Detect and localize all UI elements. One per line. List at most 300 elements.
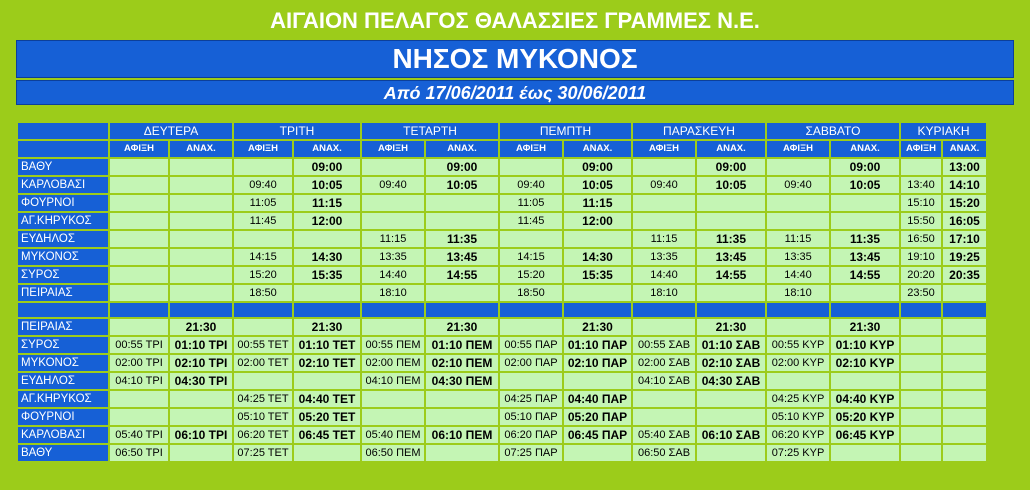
arrival-time: 20:20 [901,267,941,283]
station-name: ΚΑΡΛΟΒΑΣΙ [18,427,108,443]
arrival-time: 07:25 ΤΕΤ [234,445,292,461]
separator-cell [294,303,360,317]
arrival-time: 11:05 [234,195,292,211]
departure-time: 14:55 [426,267,498,283]
departure-time: 01:10 ΠΑΡ [564,337,631,353]
departure-time: 11:35 [831,231,899,247]
departure-time [697,213,765,229]
departure-time: 10:05 [294,177,360,193]
departure-time [697,409,765,425]
departure-time: 15:35 [294,267,360,283]
arrival-time [110,391,168,407]
arrival-time: 14:15 [500,249,562,265]
departure-time: 12:00 [294,213,360,229]
departure-time: 06:10 ΤΡΙ [170,427,232,443]
departure-time [943,355,986,371]
departure-time: 15:35 [564,267,631,283]
departure-time: 13:45 [831,249,899,265]
station-name: ΣΥΡΟΣ [18,267,108,283]
departure-time [170,409,232,425]
separator-cell [901,303,941,317]
station-name: ΚΑΡΛΟΒΑΣΙ [18,177,108,193]
departure-time [943,337,986,353]
departure-time: 11:35 [697,231,765,247]
departure-time [831,213,899,229]
departure-time [831,445,899,461]
arrival-time: 05:10 ΤΕΤ [234,409,292,425]
station-name: ΑΓ.ΚΗΡΥΚΟΣ [18,391,108,407]
table-row [18,445,986,461]
departure-time [831,195,899,211]
departure-time [426,445,498,461]
arrival-time [110,409,168,425]
departure-time [564,445,631,461]
arrival-time [110,249,168,265]
arrival-time: 11:05 [500,195,562,211]
day-header: ΣΑΒΒΑΤΟ [767,123,899,139]
separator-row [18,303,986,317]
departure-time [943,409,986,425]
departure-time: 04:40 ΤΕΤ [294,391,360,407]
arrival-time: 11:15 [633,231,695,247]
table-row [18,373,986,389]
station-name: ΕΥΔΗΛΟΣ [18,231,108,247]
arrival-time: 09:40 [362,177,424,193]
departure-time [697,195,765,211]
arrival-header: ΑΦΙΞΗ [633,141,695,157]
departure-time [697,285,765,301]
arrival-time [633,159,695,175]
day-header: ΠΑΡΑΣΚΕΥΗ [633,123,765,139]
station-name: ΦΟΥΡΝΟΙ [18,409,108,425]
arrival-time [901,319,941,335]
arrival-time: 07:25 ΠΑΡ [500,445,562,461]
departure-time: 01:10 ΣΑΒ [697,337,765,353]
departure-time: 02:10 ΤΡΙ [170,355,232,371]
station-name: ΒΑΘΥ [18,445,108,461]
departure-time: 14:10 [943,177,986,193]
separator-cell [564,303,631,317]
departure-time: 06:45 ΚΥΡ [831,427,899,443]
arrival-header: ΑΦΙΞΗ [500,141,562,157]
arrival-time [234,373,292,389]
arrival-time [110,159,168,175]
arrival-time [633,195,695,211]
arrival-time: 02:00 ΠΕΜ [362,355,424,371]
day-header: ΔΕΥΤΕΡΑ [110,123,232,139]
departure-time: 11:15 [294,195,360,211]
departure-time: 09:00 [294,159,360,175]
table-row [18,427,986,443]
arrival-time: 19:10 [901,249,941,265]
arrival-time: 09:40 [767,177,829,193]
date-range: Από 17/06/2011 έως 30/06/2011 [16,80,1014,105]
arrival-time [234,159,292,175]
departure-time: 05:20 ΤΕΤ [294,409,360,425]
arrival-time [633,213,695,229]
table-row [18,319,986,335]
arrival-time: 13:40 [901,177,941,193]
corner-cell [18,123,108,139]
arrival-time: 14:40 [767,267,829,283]
departure-time: 13:00 [943,159,986,175]
departure-time: 14:55 [831,267,899,283]
departure-time: 01:10 ΚΥΡ [831,337,899,353]
arrival-time: 14:15 [234,249,292,265]
arrival-header: ΑΦΙΞΗ [362,141,424,157]
arrival-time: 14:40 [362,267,424,283]
arrival-time: 02:00 ΚΥΡ [767,355,829,371]
arrival-time [767,319,829,335]
departure-time [426,285,498,301]
arrival-time [901,355,941,371]
departure-header: ΑΝΑΧ. [294,141,360,157]
departure-time [564,285,631,301]
departure-time: 04:30 ΣΑΒ [697,373,765,389]
table-row [18,409,986,425]
departure-time: 01:10 ΤΕΤ [294,337,360,353]
separator-cell [18,303,108,317]
departure-time: 04:40 ΚΥΡ [831,391,899,407]
arrival-time [767,373,829,389]
departure-time: 19:25 [943,249,986,265]
departure-time [564,231,631,247]
departure-time: 21:30 [831,319,899,335]
departure-time: 04:40 ΠΑΡ [564,391,631,407]
departure-time: 17:10 [943,231,986,247]
separator-cell [500,303,562,317]
station-name: ΠΕΙΡΑΙΑΣ [18,285,108,301]
arrival-time [110,285,168,301]
arrival-time: 05:10 ΚΥΡ [767,409,829,425]
arrival-time [901,373,941,389]
departure-time [170,195,232,211]
departure-time: 05:20 ΚΥΡ [831,409,899,425]
arrival-time: 13:35 [362,249,424,265]
departure-time: 02:10 ΣΑΒ [697,355,765,371]
departure-time: 06:45 ΤΕΤ [294,427,360,443]
arrival-time: 13:35 [767,249,829,265]
sub-header-row [18,141,986,157]
arrival-time [633,409,695,425]
separator-cell [426,303,498,317]
departure-time [426,409,498,425]
departure-time: 06:10 ΣΑΒ [697,427,765,443]
departure-time: 13:45 [426,249,498,265]
departure-time [170,391,232,407]
departure-time [170,267,232,283]
departure-header: ΑΝΑΧ. [943,141,986,157]
departure-time [294,231,360,247]
arrival-time [110,177,168,193]
arrival-time: 05:40 ΣΑΒ [633,427,695,443]
arrival-time: 15:20 [234,267,292,283]
arrival-time: 15:10 [901,195,941,211]
departure-time: 09:00 [564,159,631,175]
departure-time [170,213,232,229]
departure-time [564,373,631,389]
arrival-time: 04:10 ΠΕΜ [362,373,424,389]
separator-cell [234,303,292,317]
departure-time [426,391,498,407]
arrival-time [362,391,424,407]
table-row [18,285,986,301]
arrival-time: 02:00 ΣΑΒ [633,355,695,371]
departure-time: 21:30 [426,319,498,335]
arrival-time [362,159,424,175]
arrival-time [110,213,168,229]
departure-time [831,285,899,301]
departure-time [943,285,986,301]
separator-cell [633,303,695,317]
departure-time: 13:45 [697,249,765,265]
table-row [18,249,986,265]
arrival-time: 18:10 [362,285,424,301]
arrival-time [901,445,941,461]
departure-time: 15:20 [943,195,986,211]
departure-time: 11:35 [426,231,498,247]
arrival-time: 00:55 ΚΥΡ [767,337,829,353]
arrival-time [767,213,829,229]
departure-header: ΑΝΑΧ. [426,141,498,157]
arrival-time: 06:20 ΠΑΡ [500,427,562,443]
table-row [18,355,986,371]
day-header: ΚΥΡΙΑΚΗ [901,123,986,139]
departure-time [831,373,899,389]
arrival-header: ΑΦΙΞΗ [234,141,292,157]
arrival-time: 04:25 ΤΕΤ [234,391,292,407]
arrival-time [767,159,829,175]
departure-time: 10:05 [831,177,899,193]
arrival-time: 15:50 [901,213,941,229]
arrival-time [500,231,562,247]
departure-time [943,391,986,407]
arrival-time: 09:40 [500,177,562,193]
arrival-time [110,231,168,247]
arrival-time [901,159,941,175]
arrival-time: 23:50 [901,285,941,301]
departure-time [426,213,498,229]
day-header: ΤΕΤΑΡΤΗ [362,123,498,139]
separator-cell [170,303,232,317]
arrival-time [110,195,168,211]
arrival-time: 06:50 ΤΡΙ [110,445,168,461]
departure-time: 06:45 ΠΑΡ [564,427,631,443]
separator-cell [697,303,765,317]
island-title: ΝΗΣΟΣ ΜΥΚΟΝΟΣ [16,40,1014,78]
table-row [18,337,986,353]
departure-time [170,285,232,301]
departure-time: 09:00 [426,159,498,175]
station-name: ΜΥΚΟΝΟΣ [18,355,108,371]
departure-time [697,445,765,461]
departure-header: ΑΝΑΧ. [564,141,631,157]
arrival-time [901,337,941,353]
table-row [18,231,986,247]
arrival-time: 04:10 ΤΡΙ [110,373,168,389]
arrival-time: 11:45 [500,213,562,229]
departure-time: 06:10 ΠΕΜ [426,427,498,443]
departure-time: 04:30 ΤΡΙ [170,373,232,389]
departure-time [170,249,232,265]
departure-time: 10:05 [564,177,631,193]
departure-time: 02:10 ΠΑΡ [564,355,631,371]
departure-time [943,445,986,461]
departure-header: ΑΝΑΧ. [170,141,232,157]
departure-time [943,373,986,389]
station-name: ΦΟΥΡΝΟΙ [18,195,108,211]
departure-time: 10:05 [697,177,765,193]
arrival-time: 11:15 [362,231,424,247]
departure-time: 14:55 [697,267,765,283]
arrival-time: 18:50 [234,285,292,301]
arrival-time: 06:50 ΣΑΒ [633,445,695,461]
arrival-time: 04:25 ΠΑΡ [500,391,562,407]
departure-time [170,445,232,461]
arrival-time [362,195,424,211]
arrival-time: 14:40 [633,267,695,283]
arrival-time [901,391,941,407]
arrival-time: 05:40 ΤΡΙ [110,427,168,443]
arrival-time: 00:55 ΣΑΒ [633,337,695,353]
station-name: ΣΥΡΟΣ [18,337,108,353]
arrival-time: 09:40 [234,177,292,193]
arrival-time: 11:15 [767,231,829,247]
departure-time: 09:00 [697,159,765,175]
station-name: ΒΑΘΥ [18,159,108,175]
departure-time [170,231,232,247]
arrival-time: 09:40 [633,177,695,193]
day-header-row [18,123,986,139]
station-name: ΜΥΚΟΝΟΣ [18,249,108,265]
departure-time: 02:10 ΠΕΜ [426,355,498,371]
departure-time: 09:00 [831,159,899,175]
arrival-time [633,319,695,335]
arrival-time: 18:50 [500,285,562,301]
departure-time: 11:15 [564,195,631,211]
departure-time: 01:10 ΠΕΜ [426,337,498,353]
station-name: ΕΥΔΗΛΟΣ [18,373,108,389]
arrival-time [901,409,941,425]
departure-time: 14:30 [294,249,360,265]
arrival-time [500,319,562,335]
arrival-time: 02:00 ΤΡΙ [110,355,168,371]
arrival-time [110,319,168,335]
arrival-time [362,213,424,229]
arrival-time: 06:50 ΠΕΜ [362,445,424,461]
arrival-time: 02:00 ΠΑΡ [500,355,562,371]
departure-time [170,159,232,175]
table-row [18,195,986,211]
departure-time: 04:30 ΠΕΜ [426,373,498,389]
arrival-time: 00:55 ΤΕΤ [234,337,292,353]
day-header: ΤΡΙΤΗ [234,123,360,139]
company-title: ΑΙΓΑΙΟΝ ΠΕΛΑΓΟΣ ΘΑΛΑΣΣΙΕΣ ΓΡΑΜΜΕΣ Ν.Ε. [270,8,760,33]
arrival-time: 00:55 ΤΡΙ [110,337,168,353]
arrival-time: 00:55 ΠΑΡ [500,337,562,353]
table-row [18,267,986,283]
arrival-time: 11:45 [234,213,292,229]
arrival-time: 05:10 ΠΑΡ [500,409,562,425]
arrival-time [767,195,829,211]
departure-header: ΑΝΑΧ. [697,141,765,157]
departure-time: 21:30 [564,319,631,335]
arrival-time [234,231,292,247]
station-name: ΠΕΙΡΑΙΑΣ [18,319,108,335]
departure-time: 12:00 [564,213,631,229]
arrival-time: 15:20 [500,267,562,283]
arrival-time [362,319,424,335]
arrival-time [901,427,941,443]
arrival-time [110,267,168,283]
arrival-time: 05:40 ΠΕΜ [362,427,424,443]
departure-time: 21:30 [294,319,360,335]
separator-cell [110,303,168,317]
departure-time [697,391,765,407]
departure-time [170,177,232,193]
station-name: ΑΓ.ΚΗΡΥΚΟΣ [18,213,108,229]
departure-time: 21:30 [170,319,232,335]
departure-time [943,319,986,335]
departure-time: 02:10 ΤΕΤ [294,355,360,371]
departure-time [943,427,986,443]
departure-time: 21:30 [697,319,765,335]
arrival-time: 02:00 ΤΕΤ [234,355,292,371]
departure-time [294,373,360,389]
arrival-time [633,391,695,407]
departure-time [426,195,498,211]
separator-cell [831,303,899,317]
departure-time: 01:10 ΤΡΙ [170,337,232,353]
separator-cell [767,303,829,317]
departure-time [294,285,360,301]
day-header: ΠΕΜΠΤΗ [500,123,631,139]
arrival-time: 00:55 ΠΕΜ [362,337,424,353]
table-row [18,213,986,229]
arrival-time: 13:35 [633,249,695,265]
departure-header: ΑΝΑΧ. [831,141,899,157]
arrival-time: 04:25 ΚΥΡ [767,391,829,407]
arrival-time: 16:50 [901,231,941,247]
arrival-time: 04:10 ΣΑΒ [633,373,695,389]
departure-time: 05:20 ΠΑΡ [564,409,631,425]
arrival-header: ΑΦΙΞΗ [901,141,941,157]
arrival-time: 06:20 ΤΕΤ [234,427,292,443]
arrival-header: ΑΦΙΞΗ [767,141,829,157]
table-row [18,159,986,175]
arrival-time [362,409,424,425]
arrival-time [500,373,562,389]
arrival-header: ΑΦΙΞΗ [110,141,168,157]
departure-time: 16:05 [943,213,986,229]
separator-cell [362,303,424,317]
arrival-time: 06:20 ΚΥΡ [767,427,829,443]
timetable [16,121,988,463]
departure-time: 14:30 [564,249,631,265]
departure-time: 20:35 [943,267,986,283]
table-row [18,391,986,407]
arrival-time: 18:10 [633,285,695,301]
corner-cell [18,141,108,157]
arrival-time [500,159,562,175]
departure-time: 02:10 ΚΥΡ [831,355,899,371]
separator-cell [943,303,986,317]
arrival-time [234,319,292,335]
arrival-time: 18:10 [767,285,829,301]
table-row [18,177,986,193]
arrival-time: 07:25 ΚΥΡ [767,445,829,461]
departure-time: 10:05 [426,177,498,193]
